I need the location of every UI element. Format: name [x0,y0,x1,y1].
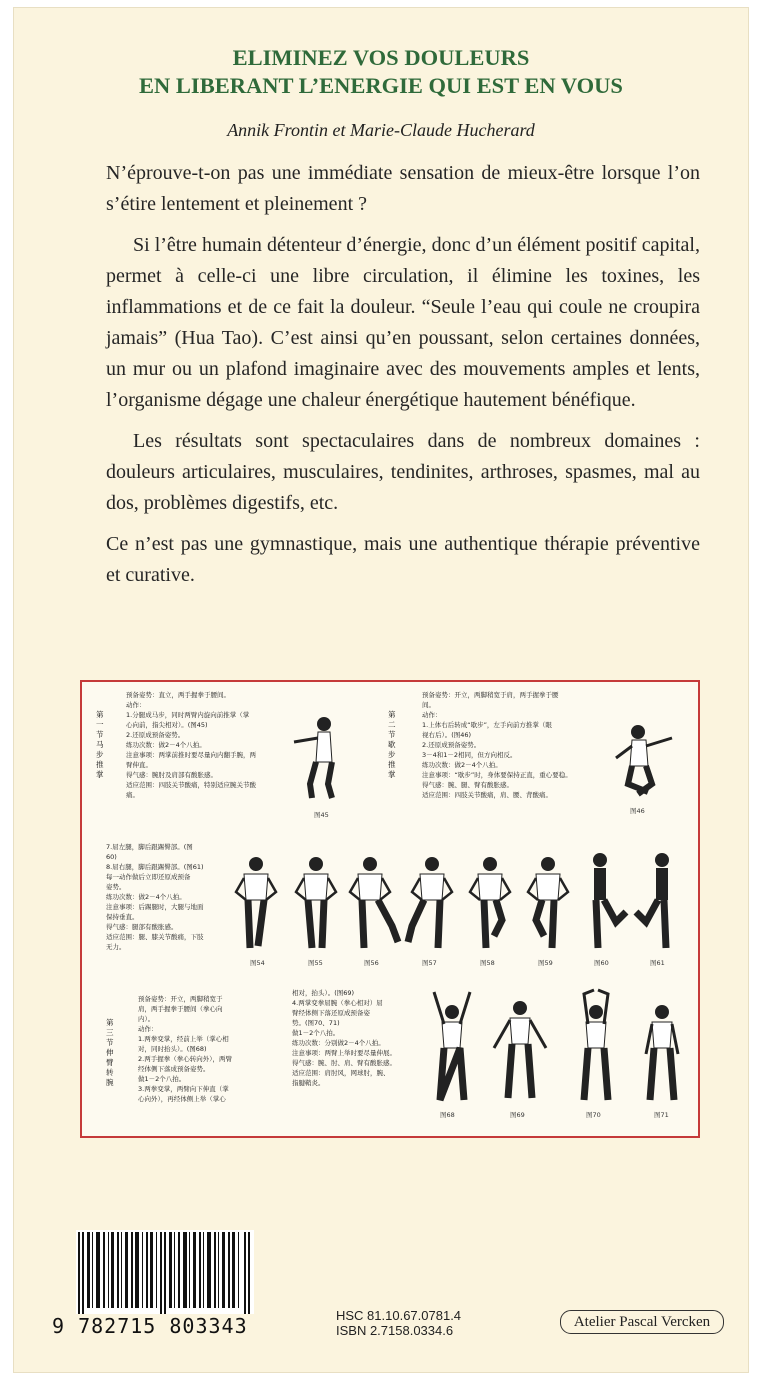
section-2-text: 预备姿势：开立，两脚稍宽于肩，两手握拳于腰 间。 动作： 1.上体右后转成“歇步”，左手向前方推掌（眼 视右后）。(图46) 2.还原成预备姿势。 3－4和1－2相同，但方向相反。 练功次数：做2－4个八拍。 注意事项：“歇步”时，身体要保持正直，重心要稳。 得气感：腕、腿、臂有酸胀感。 适应范围：四肢关节酸痛，肩、腰、背酸痛。 [422,691,572,799]
fig-label-58: 图58 [480,959,495,967]
fig-label-60: 图60 [594,959,609,967]
section-3-heading: 第三节 伸臂转腕 [106,1018,114,1087]
paragraph-1: N’éprouve-t-on pas une immédiate sensation de mieux-être lorsque l’on s’étire lentement et pleinement ? [106,162,700,215]
figure-68-illustration [416,988,486,1108]
figure-56-illustration [344,856,404,952]
fig-label-71: 图71 [654,1111,669,1119]
figure-54-illustration [228,856,288,952]
fig-label-45: 图45 [314,811,329,819]
paragraph-2: Si l’être humain détenteur d’énergie, donc d’un élément positif capital, permet à celle-ci une libre circulation, il élimine les toxines, les inflammations et de ce fait la douleur. “Seule l’eau qui coule ne croupira jamais” (Hua Tao). C’est ainsi qu’en poussant, selon certaines données, un mur ou un plafond imaginaire avec des mouvements amples et lents, l’organisme dégage une chaleur énergétique hautement bénéfique. [106,234,700,411]
fig-label-54: 图54 [250,959,265,967]
section-3-text: 预备姿势：开立，两脚稍宽于 肩，两手握拳于腰间（拳心向 内）。 动作： 1.两拳变掌，经前上举（掌心相 对，同时抬头）。(图68) 2.两手握拳（拳心转向外），两臂 经体侧下落成预备姿势。 做1－2个八拍。 3.两拳变掌，两臂向下伸直（掌 心向外），再经体侧上举（掌心 [138,995,232,1103]
fig-label-70: 图70 [586,1111,601,1119]
fig-label-56: 图56 [364,959,379,967]
fig-label-69: 图69 [510,1111,525,1119]
figure-46-illustration [608,720,678,800]
barcode [76,1230,254,1314]
figure-70-illustration [560,988,630,1108]
paragraph-3: Les résultats sont spectaculaires dans de nombreux domaines : douleurs articulaires, musculaires, tendinites, arthroses, spasmes, mal au dos, problèmes digestifs, etc. [106,430,700,514]
paragraph-4: Ce n’est pas une gymnastique, mais une authentique thérapie préventive et curative. [106,533,700,586]
section-2-heading: 第二节 歇步推掌 [388,710,396,779]
figure-71-illustration [628,1002,698,1108]
exercise-illustration-plate [80,680,700,1138]
figure-60-illustration [576,852,636,952]
fig-label-55: 图55 [308,959,323,967]
figure-59-illustration [520,856,580,952]
catalog-codes [336,1308,461,1338]
book-back-cover [14,8,748,1372]
description [106,158,700,601]
isbn-code: ISBN 2.7158.0334.6 [336,1323,454,1338]
hsc-code: HSC 81.10.67.0781.4 [336,1308,462,1323]
section-1-heading: 第一节 马步推掌 [96,710,104,779]
fig-label-59: 图59 [538,959,553,967]
fig-label-57: 图57 [422,959,437,967]
leg-exercise-text: 7.屈左腿，脚后跟踢臀部。(图 60) 8.屈右腿，脚后跟踢臀部。(图61) 每一动作做后立即还原成预备 姿势。 练功次数：做2－4个八拍。 注意事项：后踢腿时，大腿与地面 保持垂直。 得气感：腿部有酸胀感。 适应范围：腿、膝关节酸痛，下肢 无力。 [106,843,204,951]
title-line-1: ELIMINEZ VOS DOULEURS [232,45,530,70]
publisher-label: Atelier Pascal Vercken [560,1310,724,1334]
figure-57-illustration [402,856,462,952]
barcode-digits: 9 782715 803343 [52,1314,248,1338]
figure-45-illustration [288,714,348,804]
title-line-2: EN LIBERANT L’ENERGIE QUI EST EN VOUS [139,73,623,98]
figure-58-illustration [462,856,522,952]
figure-55-illustration [288,856,348,952]
section-1-text: 预备姿势：直立，两手握拳于腰间。 动作： 1.分腿成马步，同时两臂内旋向前推掌（掌 心向前，指尖相对）。(图45) 2.还原成预备姿势。 练功次数：做2－4个八拍。 注意事项：两掌前推时要尽量向内翻手腕，两 臂伸直。 得气感：腕肘及肩部有酸胀感。 适应范围：四肢关节酸痛，特别适应腕关节酸 痛。 [126,691,256,799]
fig-label-61: 图61 [650,959,665,967]
figure-61-illustration [632,852,692,952]
authors: Annik Frontin et Marie-Claude Hucherard [227,120,535,140]
section-3-text-continued: 相对，抬头）。(图69) 4.两掌变拳屈腕（拳心相对）屈 臂经体侧下落还原成预备姿 势。(图70、71) 做1－2个八拍。 练功次数：分别做2－4个八拍。 注意事项：两臂上举时要尽量伸展。 得气感：腕、肘、肩、臂有酸胀感。 适应范围：肩肘风，网球肘，腕、 指腱鞘炎。 [292,989,396,1087]
fig-label-68: 图68 [440,1111,455,1119]
fig-label-46: 图46 [630,807,645,815]
figure-69-illustration [486,998,556,1108]
